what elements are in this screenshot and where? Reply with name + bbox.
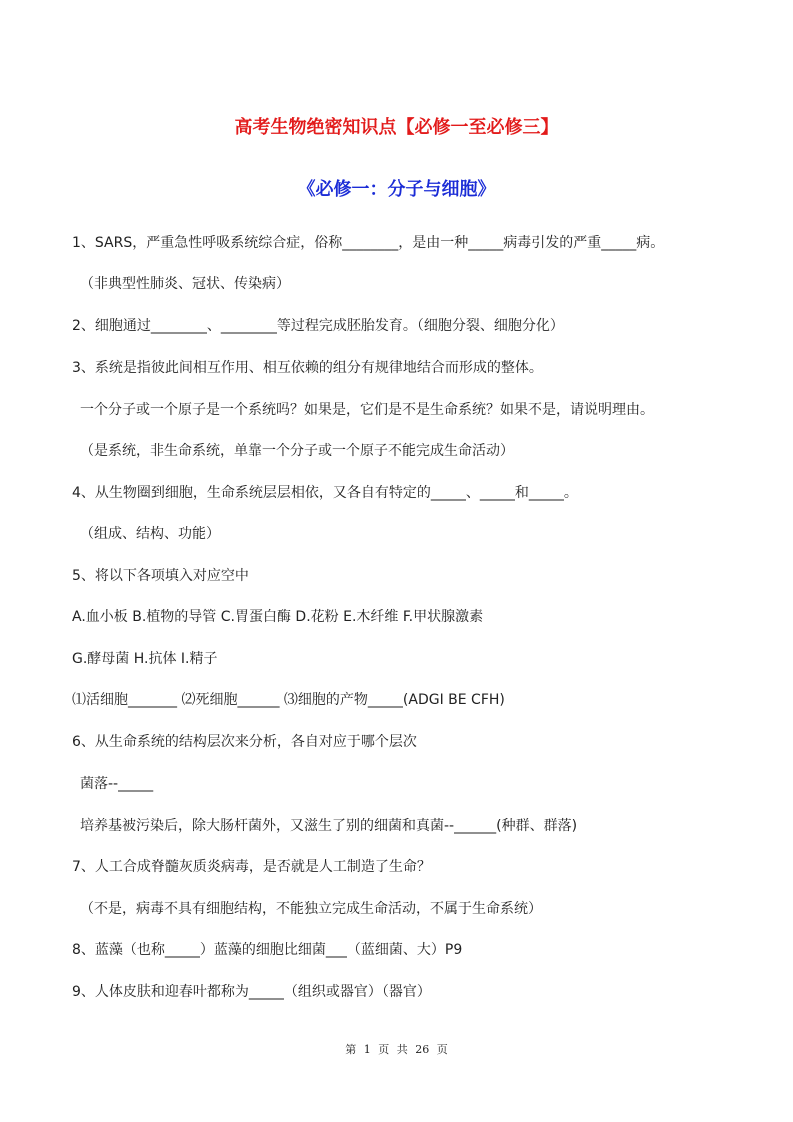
question-6-b: 培养基被污染后，除大肠杆菌外，又滋生了别的细菌和真菌--______(种群、群落) <box>80 818 578 834</box>
question-4: 4、从生物圈到细胞，生命系统层层相依，又各自有特定的_____、_____和_____。 <box>72 485 578 501</box>
question-6: 6、从生命系统的结构层次来分析，各自对应于哪个层次 <box>72 734 417 750</box>
question-3-sub: 一个分子或一个原子是一个系统吗？如果是，它们是不是生命系统？如果不是，请说明理由。 <box>80 402 654 418</box>
question-5-options-2: G.酵母菌 H.抗体 I.精子 <box>72 651 218 667</box>
question-7: 7、人工合成脊髓灰质炎病毒，是否就是人工制造了生命？ <box>72 859 431 875</box>
question-5-blanks: ⑴活细胞_______ ⑵死细胞______ ⑶细胞的产物_____(ADGI BE CFH) <box>72 692 505 708</box>
question-1: 1、SARS，严重急性呼吸系统综合症，俗称________，是由一种_____病毒引发的严重_____病。 <box>72 235 665 251</box>
answer-4: （组成、结构、功能） <box>80 526 220 542</box>
question-5-options-1: A.血小板 B.植物的导管 C.胃蛋白酶 D.花粉 E.木纤维 F.甲状腺激素 <box>72 609 484 625</box>
question-3: 3、系统是指彼此间相互作用、相互依赖的组分有规律地结合而形成的整体。 <box>72 360 543 376</box>
question-6-a: 菌落--_____ <box>80 776 154 792</box>
section-title: 《必修一：分子与细胞》 <box>297 179 496 200</box>
page-number: 第 1 页 共 26 页 <box>345 1043 448 1056</box>
question-2: 2、细胞通过________、________等过程完成胚胎发育。（细胞分裂、细胞分化） <box>72 318 564 334</box>
document-title: 高考生物绝密知识点【必修一至必修三】 <box>234 117 559 138</box>
question-8: 8、蓝藻（也称_____）蓝藻的细胞比细菌___（蓝细菌、大）P9 <box>72 942 463 958</box>
answer-3: （是系统，非生命系统，单靠一个分子或一个原子不能完成生命活动） <box>80 443 514 459</box>
question-5: 5、将以下各项填入对应空中 <box>72 568 249 584</box>
answer-7: （不是，病毒不具有细胞结构，不能独立完成生命活动，不属于生命系统） <box>80 901 542 917</box>
question-9: 9、人体皮肤和迎春叶都称为_____（组织或器官）（器官） <box>72 984 431 1000</box>
answer-1: （非典型性肺炎、冠状、传染病） <box>80 276 290 292</box>
